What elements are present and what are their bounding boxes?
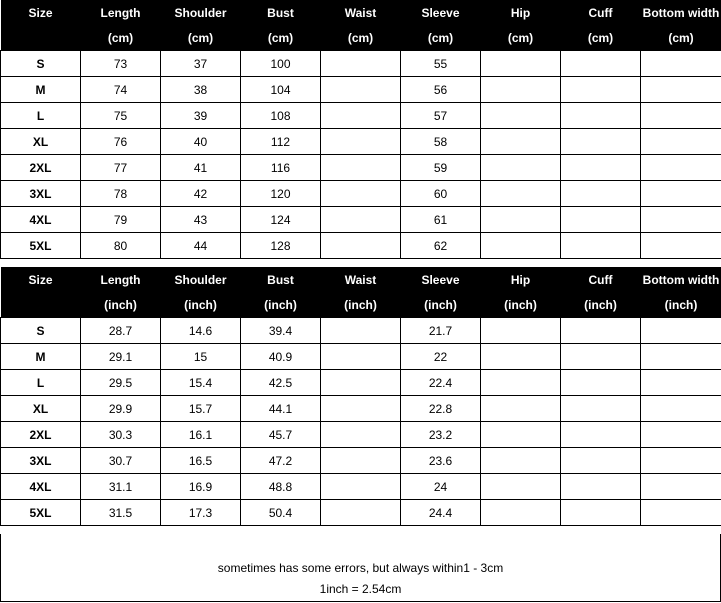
note-conversion: 1inch = 2.54cm <box>319 582 402 596</box>
cell-cuff <box>561 77 641 103</box>
cell-cuff <box>561 370 641 396</box>
table-row <box>1 129 721 155</box>
cell-cuff <box>561 396 641 422</box>
cell-hip <box>481 370 561 396</box>
table-row <box>1 103 721 129</box>
cell-size: 4XL <box>1 474 81 500</box>
cell-cuff <box>561 129 641 155</box>
cell-waist <box>321 474 401 500</box>
cell-hip <box>481 500 561 526</box>
cell-sleeve: 23.6 <box>401 448 481 474</box>
column-unit-length: (inch) <box>81 292 161 318</box>
cell-length: 29.1 <box>81 344 161 370</box>
cell-shoulder: 42 <box>161 181 241 207</box>
cell-shoulder: 37 <box>161 51 241 77</box>
cell-sleeve: 22 <box>401 344 481 370</box>
cell-waist <box>321 77 401 103</box>
cell-bust: 40.9 <box>241 344 321 370</box>
column-unit-bottom-width: (cm) <box>641 25 721 51</box>
table-row <box>1 233 721 259</box>
cell-cuff <box>561 51 641 77</box>
cell-waist <box>321 396 401 422</box>
column-unit-cuff: (inch) <box>561 292 641 318</box>
column-header-cuff: Cuff <box>561 0 641 25</box>
cell-shoulder: 16.9 <box>161 474 241 500</box>
cell-size: 2XL <box>1 155 81 181</box>
column-header-sleeve: Sleeve <box>401 0 481 25</box>
cell-bust: 124 <box>241 207 321 233</box>
cell-cuff <box>561 422 641 448</box>
cell-bust: 108 <box>241 103 321 129</box>
cell-bottom-width <box>641 448 721 474</box>
cell-length: 80 <box>81 233 161 259</box>
cell-shoulder: 15.4 <box>161 370 241 396</box>
cell-cuff <box>561 233 641 259</box>
table-row <box>1 207 721 233</box>
cell-bust: 45.7 <box>241 422 321 448</box>
table-row <box>1 370 721 396</box>
cell-sleeve: 23.2 <box>401 422 481 448</box>
cell-bottom-width <box>641 474 721 500</box>
cell-sleeve: 55 <box>401 51 481 77</box>
column-unit-size <box>1 25 81 51</box>
column-unit-bust: (cm) <box>241 25 321 51</box>
cell-waist <box>321 129 401 155</box>
cell-bottom-width <box>641 129 721 155</box>
cell-length: 30.7 <box>81 448 161 474</box>
cell-cuff <box>561 207 641 233</box>
cell-length: 74 <box>81 77 161 103</box>
cell-length: 75 <box>81 103 161 129</box>
table-row <box>1 396 721 422</box>
size-table-cm <box>0 0 721 259</box>
cell-shoulder: 15.7 <box>161 396 241 422</box>
cell-bust: 100 <box>241 51 321 77</box>
cell-size: S <box>1 318 81 344</box>
table-row <box>1 344 721 370</box>
table-row <box>1 500 721 526</box>
cell-cuff <box>561 103 641 129</box>
cell-sleeve: 24 <box>401 474 481 500</box>
cell-length: 28.7 <box>81 318 161 344</box>
cell-shoulder: 41 <box>161 155 241 181</box>
cell-size: 2XL <box>1 422 81 448</box>
cell-sleeve: 22.4 <box>401 370 481 396</box>
cell-sleeve: 58 <box>401 129 481 155</box>
column-header-length: Length <box>81 0 161 25</box>
cell-shoulder: 16.1 <box>161 422 241 448</box>
cell-bust: 44.1 <box>241 396 321 422</box>
column-header-cuff: Cuff <box>561 267 641 292</box>
column-unit-sleeve: (cm) <box>401 25 481 51</box>
cell-size: L <box>1 103 81 129</box>
cell-bottom-width <box>641 396 721 422</box>
cell-waist <box>321 318 401 344</box>
cell-bottom-width <box>641 233 721 259</box>
header-row-names <box>1 0 721 25</box>
cell-hip <box>481 448 561 474</box>
cell-sleeve: 21.7 <box>401 318 481 344</box>
cell-sleeve: 59 <box>401 155 481 181</box>
table-row <box>1 181 721 207</box>
cell-bottom-width <box>641 155 721 181</box>
cell-hip <box>481 181 561 207</box>
column-header-bust: Bust <box>241 0 321 25</box>
table-row <box>1 51 721 77</box>
cell-size: M <box>1 344 81 370</box>
cell-bottom-width <box>641 77 721 103</box>
cell-hip <box>481 474 561 500</box>
column-header-bottom-width: Bottom width <box>641 0 721 25</box>
cell-shoulder: 15 <box>161 344 241 370</box>
table-row <box>1 318 721 344</box>
cell-size: 3XL <box>1 448 81 474</box>
cell-size: S <box>1 51 81 77</box>
note-error-range: sometimes has some errors, but always within1 - 3cm <box>217 561 504 575</box>
cell-bottom-width <box>641 207 721 233</box>
column-unit-waist: (cm) <box>321 25 401 51</box>
cell-length: 29.5 <box>81 370 161 396</box>
cell-bust: 50.4 <box>241 500 321 526</box>
cell-size: 3XL <box>1 181 81 207</box>
cell-hip <box>481 155 561 181</box>
cell-sleeve: 57 <box>401 103 481 129</box>
cell-waist <box>321 500 401 526</box>
cell-shoulder: 17.3 <box>161 500 241 526</box>
cell-bust: 42.5 <box>241 370 321 396</box>
cell-waist <box>321 370 401 396</box>
column-unit-waist: (inch) <box>321 292 401 318</box>
cell-waist <box>321 233 401 259</box>
column-header-bottom-width: Bottom width <box>641 267 721 292</box>
cell-size: XL <box>1 129 81 155</box>
table-row <box>1 474 721 500</box>
cell-cuff <box>561 448 641 474</box>
header-row-names <box>1 267 721 292</box>
cell-length: 30.3 <box>81 422 161 448</box>
column-header-size: Size <box>1 0 81 25</box>
column-unit-hip: (inch) <box>481 292 561 318</box>
cell-cuff <box>561 474 641 500</box>
column-header-bust: Bust <box>241 267 321 292</box>
column-unit-bottom-width: (inch) <box>641 292 721 318</box>
cell-hip <box>481 129 561 155</box>
cell-shoulder: 40 <box>161 129 241 155</box>
column-unit-size <box>1 292 81 318</box>
cell-sleeve: 56 <box>401 77 481 103</box>
column-unit-shoulder: (inch) <box>161 292 241 318</box>
cell-bust: 104 <box>241 77 321 103</box>
cell-cuff <box>561 318 641 344</box>
cell-waist <box>321 51 401 77</box>
header-row-units <box>1 25 721 51</box>
cell-sleeve: 24.4 <box>401 500 481 526</box>
column-unit-shoulder: (cm) <box>161 25 241 51</box>
cell-hip <box>481 207 561 233</box>
cell-cuff <box>561 155 641 181</box>
measurement-note <box>0 534 721 602</box>
column-unit-cuff: (cm) <box>561 25 641 51</box>
cell-bottom-width <box>641 370 721 396</box>
cell-bust: 128 <box>241 233 321 259</box>
cell-hip <box>481 51 561 77</box>
cell-bust: 120 <box>241 181 321 207</box>
cell-waist <box>321 155 401 181</box>
cell-size: 5XL <box>1 233 81 259</box>
column-unit-hip: (cm) <box>481 25 561 51</box>
column-header-shoulder: Shoulder <box>161 0 241 25</box>
column-unit-sleeve: (inch) <box>401 292 481 318</box>
cell-length: 78 <box>81 181 161 207</box>
cell-shoulder: 39 <box>161 103 241 129</box>
cell-bust: 47.2 <box>241 448 321 474</box>
cell-length: 31.1 <box>81 474 161 500</box>
cell-hip <box>481 103 561 129</box>
column-header-shoulder: Shoulder <box>161 267 241 292</box>
cell-waist <box>321 344 401 370</box>
cell-hip <box>481 77 561 103</box>
column-header-waist: Waist <box>321 0 401 25</box>
cell-hip <box>481 318 561 344</box>
cell-cuff <box>561 181 641 207</box>
cell-hip <box>481 422 561 448</box>
cell-size: 4XL <box>1 207 81 233</box>
cell-waist <box>321 181 401 207</box>
cell-shoulder: 38 <box>161 77 241 103</box>
table-row <box>1 448 721 474</box>
size-table-inch <box>0 267 721 526</box>
table-row <box>1 77 721 103</box>
cell-length: 29.9 <box>81 396 161 422</box>
cell-sleeve: 22.8 <box>401 396 481 422</box>
column-header-sleeve: Sleeve <box>401 267 481 292</box>
cell-bust: 39.4 <box>241 318 321 344</box>
cell-bust: 112 <box>241 129 321 155</box>
cell-size: 5XL <box>1 500 81 526</box>
cell-waist <box>321 422 401 448</box>
column-header-hip: Hip <box>481 267 561 292</box>
table-row <box>1 155 721 181</box>
column-unit-length: (cm) <box>81 25 161 51</box>
cell-shoulder: 44 <box>161 233 241 259</box>
cell-hip <box>481 344 561 370</box>
cell-length: 31.5 <box>81 500 161 526</box>
cell-shoulder: 14.6 <box>161 318 241 344</box>
cell-length: 73 <box>81 51 161 77</box>
cell-bottom-width <box>641 181 721 207</box>
table-row <box>1 422 721 448</box>
cell-size: XL <box>1 396 81 422</box>
cell-shoulder: 43 <box>161 207 241 233</box>
cell-cuff <box>561 500 641 526</box>
cell-length: 77 <box>81 155 161 181</box>
cell-cuff <box>561 344 641 370</box>
cell-size: M <box>1 77 81 103</box>
cell-shoulder: 16.5 <box>161 448 241 474</box>
column-header-hip: Hip <box>481 0 561 25</box>
cell-hip <box>481 396 561 422</box>
cell-bottom-width <box>641 103 721 129</box>
cell-bust: 48.8 <box>241 474 321 500</box>
column-unit-bust: (inch) <box>241 292 321 318</box>
cell-length: 79 <box>81 207 161 233</box>
cell-waist <box>321 103 401 129</box>
column-header-waist: Waist <box>321 267 401 292</box>
cell-bottom-width <box>641 422 721 448</box>
cell-bottom-width <box>641 500 721 526</box>
cell-waist <box>321 207 401 233</box>
column-header-size: Size <box>1 267 81 292</box>
cell-hip <box>481 233 561 259</box>
cell-sleeve: 62 <box>401 233 481 259</box>
cell-waist <box>321 448 401 474</box>
cell-bust: 116 <box>241 155 321 181</box>
cell-bottom-width <box>641 344 721 370</box>
column-header-length: Length <box>81 267 161 292</box>
cell-sleeve: 60 <box>401 181 481 207</box>
cell-length: 76 <box>81 129 161 155</box>
cell-bottom-width <box>641 51 721 77</box>
header-row-units <box>1 292 721 318</box>
cell-bottom-width <box>641 318 721 344</box>
cell-size: L <box>1 370 81 396</box>
cell-sleeve: 61 <box>401 207 481 233</box>
